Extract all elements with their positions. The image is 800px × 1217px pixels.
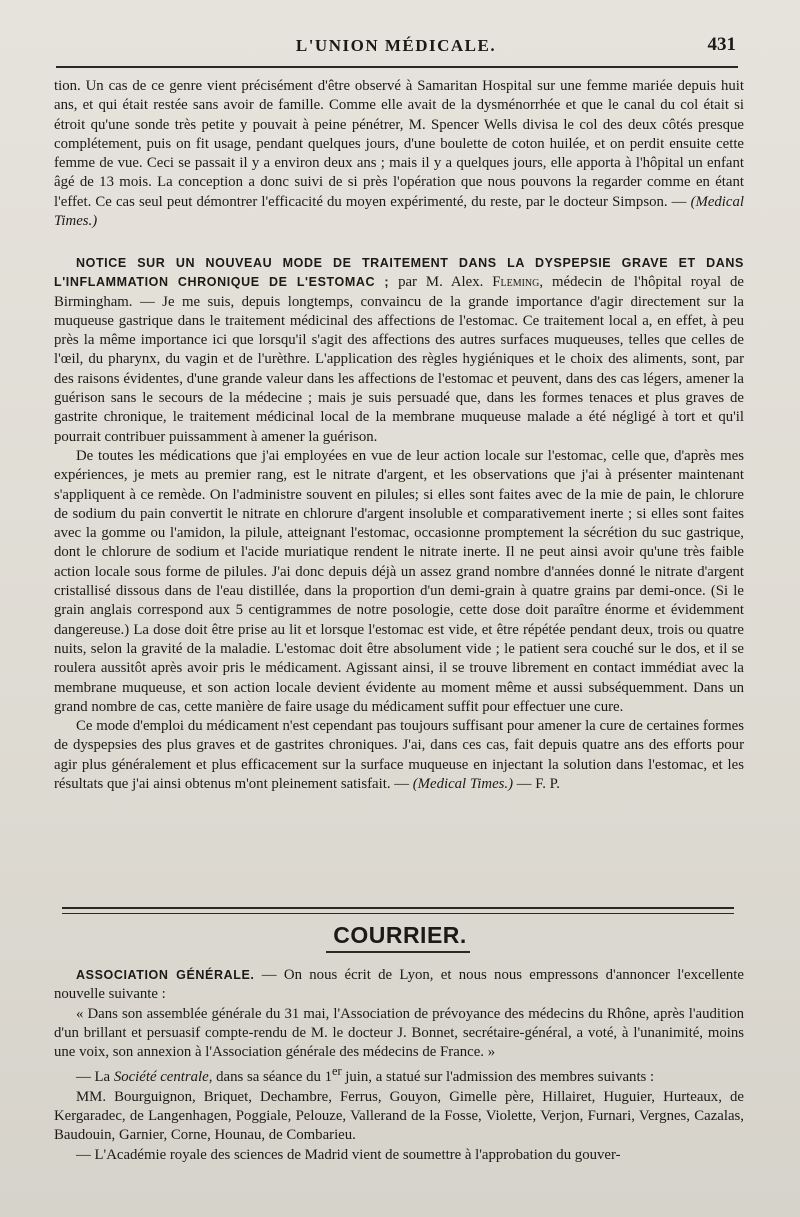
courrier-ordinal: er — [332, 1064, 342, 1079]
article2-heading: NOTICE SUR UN NOUVEAU MODE DE TRAITEMENT DANS LA DYSPEPSIE GRAVE ET DANS L'INFLAMMATION CHRONIQUE DE L'ESTOMAC ; — [54, 256, 744, 290]
article1-text: tion. Un cas de ce genre vient précisément d'être observé à Samaritan Hospital sur une femme mariée depuis huit ans, et qui était restée sans avoir de famille. Comme elle avait de la dysménorrhée et que le canal du col était si étroit qu'une sonde très petite y pouvait à peine pénétrer, M. Spencer Wells divisa le col des deux côtés presque complétement, puis on fit usage, pendant quelques jours, d'une boulette de coton huilée, et on perdit ensuite cette femme de vue. Ceci se passait il y a environ deux ans ; mais il y a quelques jours, elle apporta à l'hôpital un enfant âgé de 13 mois. La conception a donc suivi de si près l'opération que nous pouvons la regarder comme en étant l'effet. Ce cas seul peut démontrer l'efficacité du moyen expérimenté, du reste, par le docteur Simpson. — — [54, 78, 744, 210]
article2-paragraph-2: De toutes les médications que j'ai employées en vue de leur action locale sur l'estomac, celle que, d'après mes expériences, je mets au premier rang, est le nitrate d'argent, et les observations que j'ai à présenter maintenant s'appliquent à ce remède. On l'administre souvent en pilules; si elles sont faites avec de la mie de pain, le chlorure de sodium du pain convertit le nitrate en chlorure d'argent insoluble et comparativement inerte ; si elles sont faites avec la gomme ou l'amidon, la pilule, atteignant l'estomac, occasionne promptement la sécrétion du suc gastrique, dont le chlorure de sodium et l'acide muriatique rendent le nitrate inerte. Il ne peut ainsi avoir qu'une très faible action locale sous forme de pilules. J'ai donc depuis déjà un assez grand nombre d'années donné le nitrate d'argent cristallisé dissous dans de l'eau distillée, dans la proportion d'un demi-grain à quatre grains par demi-once. (Si le grain anglais correspond aux 5 centigrammes de notre posologie, cette dose doit paraître énorme et évidemment dangereuse.) La dose doit être prise au lit et lorsque l'estomac est vide, et être répétée pendant deux, trois ou quatre nuits, selon la gravité de la maladie. L'estomac doit être absolument vide ; le patient sera couché sur le dos, et il se roulera aussitôt après avoir pris le médicament. Agissant ainsi, il se trouve librement en contact immédiat avec la membrane muqueuse, et son action locale devient évidente au moment même et aussi subséquemment. Dans un grand nombre de cas, cette manière de faire usage du médicament suffit pour effectuer une cure. — [54, 447, 744, 715]
courrier-paragraph-3-mid: dans sa séance du 1 — [212, 1069, 332, 1086]
page-number: 431 — [707, 34, 736, 55]
article1-source: (Medical Times.) — [54, 193, 744, 230]
courrier-section — [54, 966, 744, 1165]
article2-author-name: Fleming — [492, 274, 540, 291]
courrier-paragraph-2: « Dans son assemblée générale du 31 mai, l'Association de prévoyance des médecins du Rhône, après l'audition d'un brillant et persuasif compte-rendu de M. le docteur J. Bonnet, secrétaire-général, a voté, à l'unanimité, moins une voix, son annexion à l'Association générale des médecins de France. » — [54, 1005, 744, 1061]
journal-title: L'UNION MÉDICALE. — [295, 36, 497, 55]
article2-source: (Medical Times.) — [412, 776, 514, 793]
courrier-title-underline — [326, 951, 470, 953]
courrier-member-list: MM. Bourguignon, Briquet, Dechambre, Ferrus, Gouyon, Gimelle père, Hillairet, Huguier, Hurteaux, de Kergaradec, de Langenhagen, Poggiale, Pelouze, Vallerand de la Fosse, Violette, Verjon, Furnari, Vergnes, Cazalas, Baudouin, Garnier, Corne, Hounau, de Combarieu. — [54, 1088, 744, 1144]
courrier-title: COURRIER. — [333, 922, 467, 948]
courrier-paragraph-3-rest: juin, a statué sur l'admission des membres suivants : — [341, 1069, 655, 1086]
header-rule — [56, 66, 738, 68]
courrier-paragraph-1: — On nous écrit de Lyon, et nous nous empressons d'annoncer l'excellente nouvelle suivante : — [54, 967, 744, 1003]
article2-author-intro: par M. Alex. — [398, 274, 484, 291]
page-header — [56, 34, 736, 64]
article-samaritan-case — [54, 77, 744, 231]
courrier-heading: ASSOCIATION GÉNÉRALE. — [76, 968, 255, 982]
article-dyspepsia — [54, 254, 744, 794]
courrier-paragraph-5: — L'Académie royale des sciences de Madrid vient de soumettre à l'approbation du gouver- — [76, 1146, 621, 1163]
article2-signature: — F. P. — [516, 776, 560, 793]
section-divider — [62, 907, 734, 914]
courrier-paragraph-3-prefix: — La — [76, 1069, 114, 1086]
courrier-society-name: Société centrale, — [113, 1069, 213, 1086]
article2-paragraph-3: Ce mode d'emploi du médicament n'est cependant pas toujours suffisant pour amener la cure de certaines formes de dyspepsies des plus graves et de gastrites chroniques. J'ai, dans ces cas, fait depuis quatre ans des efforts pour agir plus généralement et plus efficacement sur la surface muqueuse en injectant la solution dans l'estomac, et les résultats que j'ai ainsi obtenus m'ont pleinement satisfait. — — [54, 718, 744, 793]
article2-paragraph-1: , médecin de l'hôpital royal de Birmingham. — Je me suis, depuis longtemps, convaincu de la grande importance d'agir directement sur la muqueuse gastrique dans le traitement médicinal des affections de l'estomac. Ce traitement local a, en effet, à peu près la même importance ici que lorsqu'il s'agit des affections des autres surfaces muqueuses, telles que celles de l'œil, du pharynx, du vagin et de l'urèthre. L'application des règles hygiéniques et le choix des aliments, sont, par des raisons évidentes, d'une grande valeur dans les affections de l'estomac et peuvent, dans des cas légers, amener la guérison sans le secours de la médecine ; mais je suis persuadé que, dans les formes tenaces et plus graves de gastrite chronique, le traitement médicinal local de la membrane muqueuse malade a été négligé à tort et qu'il pourrait contribuer puissamment à amener la guérison. — [54, 274, 744, 445]
